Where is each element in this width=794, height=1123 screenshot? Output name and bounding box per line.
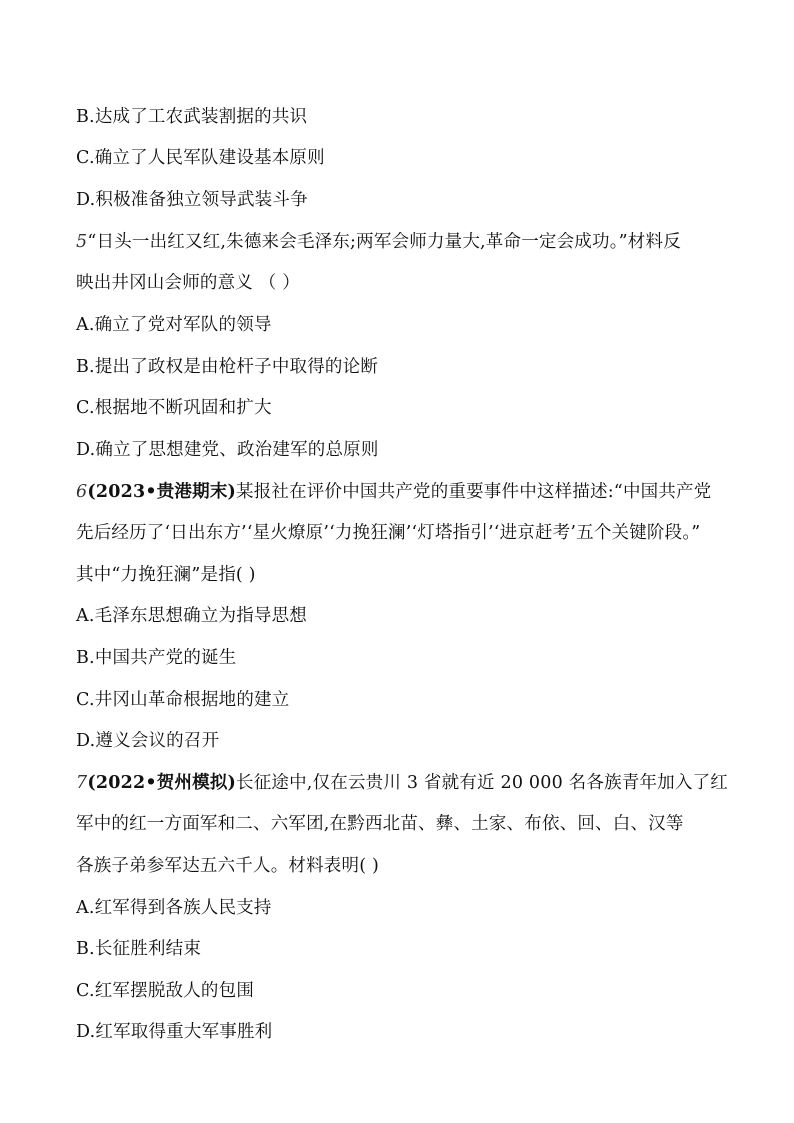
q7-option-b: B.长征胜利结束 <box>76 939 202 959</box>
q6-option-d: D.遵义会议的召开 <box>76 731 220 751</box>
q4-option-b: B.达成了工农武装割据的共识 <box>76 107 308 127</box>
q5-option-b: B.提出了政权是由枪杆子中取得的论断 <box>76 357 379 377</box>
q5-stem-line-2: 映出井冈山会师的意义 （ ） <box>76 273 300 293</box>
q7-stem-line-2: 军中的红一方面军和二、六军团,在黔西北苗、彝、土家、布依、回、白、汉等 <box>76 814 684 834</box>
q5-number: 5 <box>76 232 88 252</box>
q6-stem-line-3: 其中“力挽狂澜”是指( ) <box>76 565 256 585</box>
q5-option-d: D.确立了思想建党、政治建军的总原则 <box>76 440 379 460</box>
q6-option-c: C.井冈山革命根据地的建立 <box>76 690 290 710</box>
q4-option-c: C.确立了人民军队建设基本原则 <box>76 148 325 168</box>
q7-stem-line-3: 各族子弟参军达五六千人。材料表明( ) <box>76 856 380 876</box>
q6-stem-line-1 <box>76 480 736 504</box>
q5-stem-line-1 <box>76 230 736 254</box>
q6-option-b: B.中国共产党的诞生 <box>76 648 237 668</box>
q7-stem-line-1 <box>76 771 736 795</box>
q7-option-c: C.红军摆脱敌人的包围 <box>76 981 255 1001</box>
q5-option-a: A.确立了党对军队的领导 <box>76 315 272 335</box>
q6-number: 6 <box>76 482 88 502</box>
q6-stem-text-1: 某报社在评价中国共产党的重要事件中这样描述:“中国共产党 <box>236 482 712 502</box>
q6-stem-line-2: 先后经历了‘日出东方’‘星火燎原’‘力挽狂澜’‘灯塔指引’‘进京赶考’五个关键阶段。” <box>76 523 701 543</box>
q7-number: 7 <box>76 773 88 793</box>
q5-stem-text-1: “日头一出红又红,朱德来会毛泽东;两军会师力量大,革命一定会成功。”材料反 <box>87 232 681 252</box>
q5-option-c: C.根据地不断巩固和扩大 <box>76 398 272 418</box>
q4-option-d: D.积极准备独立领导武装斗争 <box>76 190 308 210</box>
q7-stem-text-1: 长征途中,仅在云贵川 3 省就有近 20 000 名各族青年加入了红 <box>236 773 728 793</box>
q6-source: (2023•贵港期末) <box>87 482 236 502</box>
q7-source: (2022•贺州模拟) <box>87 773 236 793</box>
q7-option-d: D.红军取得重大军事胜利 <box>76 1022 273 1042</box>
q7-option-a: A.红军得到各族人民支持 <box>76 898 272 918</box>
q6-option-a: A.毛泽东思想确立为指导思想 <box>76 606 307 626</box>
